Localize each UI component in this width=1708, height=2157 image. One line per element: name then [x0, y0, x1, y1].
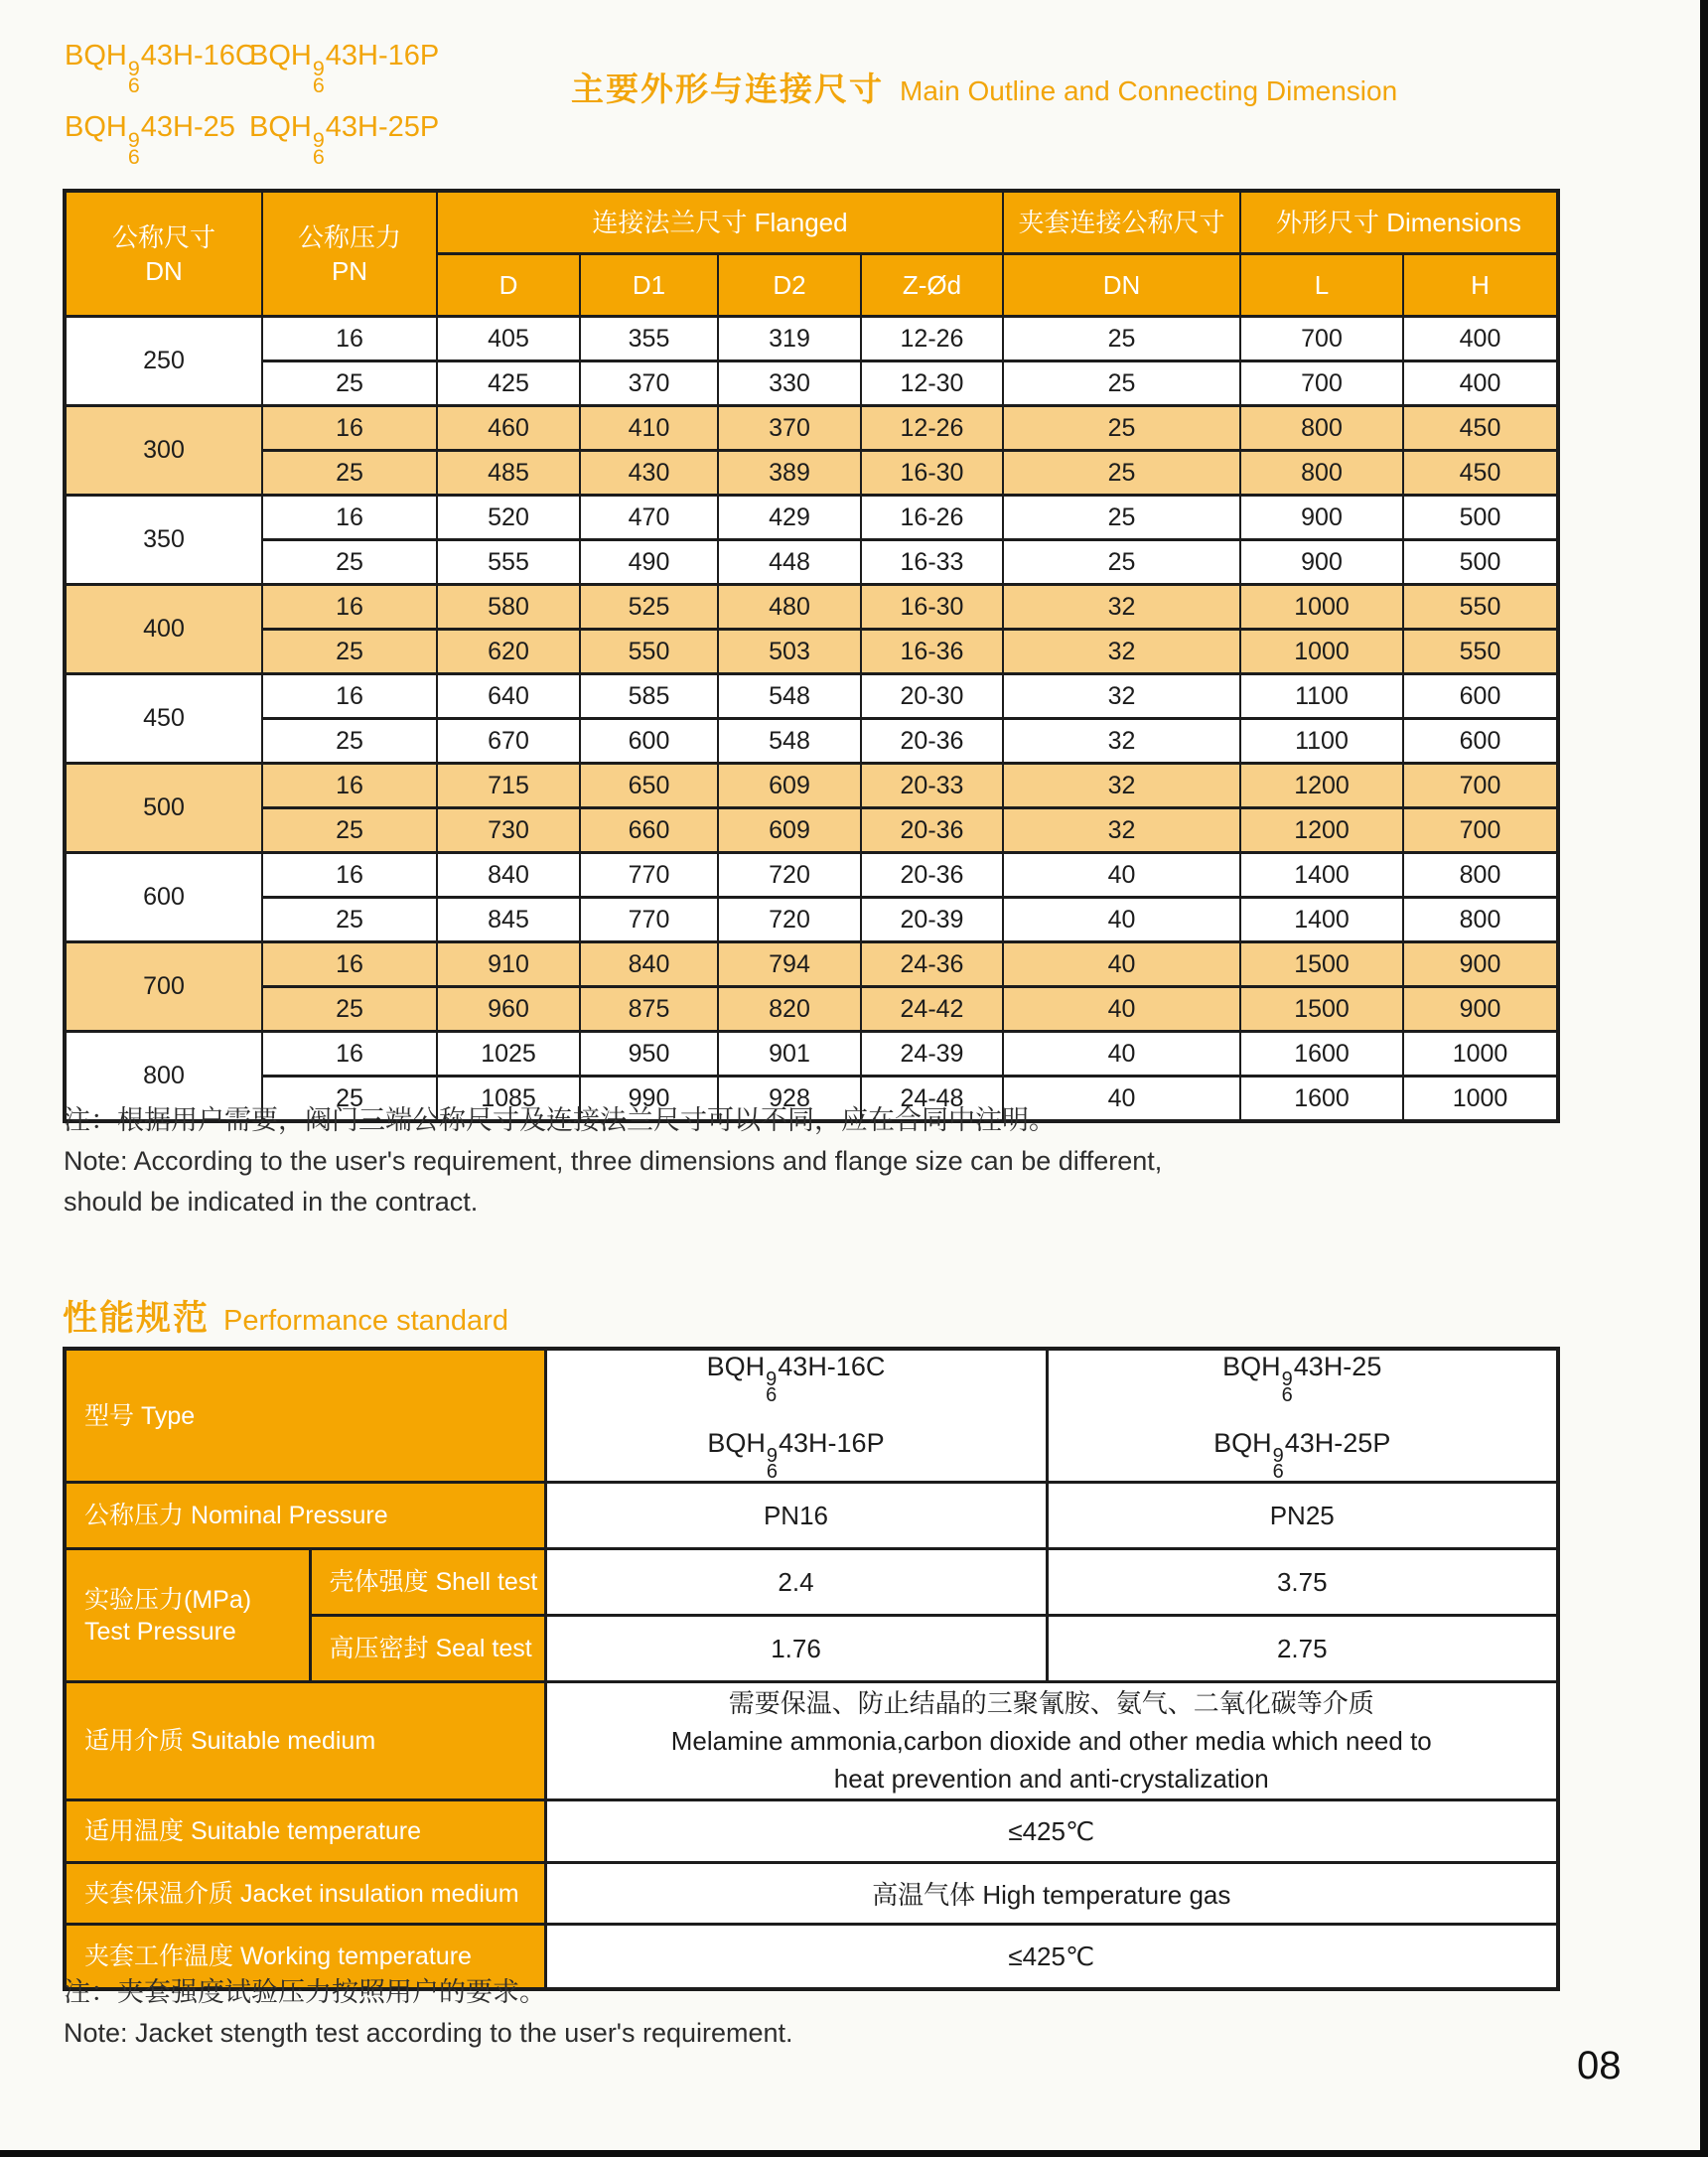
cell-l: 1100: [1240, 674, 1403, 719]
page-edge-bottom: [0, 2150, 1708, 2157]
cell-dn: 250: [65, 317, 262, 406]
model-code: [1222, 1352, 1382, 1407]
dimension-row: [65, 853, 1558, 898]
cell-zod: 20-36: [861, 808, 1003, 853]
dimension-row: [65, 406, 1558, 451]
cell-pn: 16: [262, 585, 437, 630]
cell-dn: 800: [65, 1032, 262, 1122]
cell-pn: 16: [262, 764, 437, 808]
col-header-zod: Z-Ød: [861, 254, 1003, 317]
cell-d2: 548: [718, 719, 861, 764]
cell-zod: 12-26: [861, 317, 1003, 361]
cell-d2: 370: [718, 406, 861, 451]
cell-l: 700: [1240, 317, 1403, 361]
model-codes: [65, 40, 440, 170]
model-prefix: BQH: [249, 110, 312, 143]
nominal-pressure-pn25: PN25: [1047, 1483, 1558, 1549]
section-title-performance: [63, 1291, 508, 1341]
col-header-pn-zh: 公称压力: [297, 221, 401, 252]
dimension-row: [65, 585, 1558, 630]
cell-pn: 25: [262, 451, 437, 496]
cell-zod: 20-30: [861, 674, 1003, 719]
performance-row-jacket-insulation-medium: [65, 1863, 1558, 1925]
cell-d: 485: [437, 451, 580, 496]
model-code: [1213, 1427, 1391, 1484]
cell-l: 1400: [1240, 853, 1403, 898]
suitable-temperature-value: ≤425℃: [545, 1800, 1558, 1863]
model-fraction: 9 6: [312, 127, 325, 170]
model-suffix: 43H-25P: [1284, 1427, 1391, 1458]
model-suffix: 43H-16C: [140, 40, 256, 72]
note-line-zh: 注：夹套强度试验压力按照用户的要求。: [64, 1977, 546, 2007]
cell-l: 1600: [1240, 1077, 1403, 1122]
cell-d1: 355: [580, 317, 718, 361]
row-label-suitable-temperature: 适用温度 Suitable temperature: [65, 1800, 545, 1863]
model-fraction: 9 6: [312, 56, 325, 98]
cell-h: 1000: [1403, 1032, 1558, 1077]
dimension-row: [65, 540, 1558, 585]
cell-jacket-dn: 32: [1003, 674, 1240, 719]
dimension-row: [65, 451, 1558, 496]
model-fraction: 9 6: [127, 56, 140, 98]
cell-zod: 12-30: [861, 361, 1003, 406]
seal-test-pn16: 1.76: [545, 1616, 1047, 1682]
cell-d1: 875: [580, 987, 718, 1032]
cell-jacket-dn: 32: [1003, 719, 1240, 764]
cell-d1: 490: [580, 540, 718, 585]
section-title-outline: [571, 64, 1397, 110]
cell-d1: 840: [580, 942, 718, 987]
cell-dn: 350: [65, 496, 262, 585]
cell-zod: 20-33: [861, 764, 1003, 808]
cell-pn: 16: [262, 406, 437, 451]
model-code: [707, 1427, 885, 1484]
row-label-type: 型号 Type: [65, 1349, 545, 1483]
cell-h: 500: [1403, 540, 1558, 585]
cell-h: 600: [1403, 674, 1558, 719]
cell-zod: 16-26: [861, 496, 1003, 540]
cell-dn: 450: [65, 674, 262, 764]
cell-d: 670: [437, 719, 580, 764]
cell-d: 960: [437, 987, 580, 1032]
col-header-dn-zh: 公称尺寸: [111, 221, 215, 252]
dimension-row: [65, 317, 1558, 361]
suitable-medium-en1: Melamine ammonia,carbon dioxide and other media which need to: [670, 1726, 1432, 1757]
cell-pn: 16: [262, 942, 437, 987]
cell-d: 640: [437, 674, 580, 719]
performance-row-nominal-pressure: [65, 1483, 1558, 1549]
cell-d: 730: [437, 808, 580, 853]
cell-l: 1500: [1240, 987, 1403, 1032]
shell-test-pn25: 3.75: [1047, 1549, 1558, 1616]
model-code: [249, 110, 440, 170]
cell-zod: 24-42: [861, 987, 1003, 1032]
cell-jacket-dn: 40: [1003, 898, 1240, 942]
col-header-d: D: [437, 254, 580, 317]
cell-jacket-dn: 25: [1003, 540, 1240, 585]
col-header-dn: [65, 191, 262, 317]
page-edge-right: [1700, 0, 1708, 2157]
cell-pn: 16: [262, 674, 437, 719]
cell-d2: 609: [718, 764, 861, 808]
model-suffix: 43H-16P: [325, 40, 440, 72]
cell-d1: 550: [580, 630, 718, 674]
cell-d1: 470: [580, 496, 718, 540]
shell-test-pn16: 2.4: [545, 1549, 1047, 1616]
model-prefix: BQH: [65, 40, 127, 72]
cell-pn: 25: [262, 630, 437, 674]
cell-d1: 430: [580, 451, 718, 496]
cell-jacket-dn: 25: [1003, 496, 1240, 540]
cell-d: 405: [437, 317, 580, 361]
model-suffix: 43H-16P: [779, 1427, 885, 1458]
model-suffix: 43H-16C: [778, 1352, 886, 1381]
cell-h: 450: [1403, 451, 1558, 496]
cell-l: 900: [1240, 496, 1403, 540]
cell-l: 1000: [1240, 630, 1403, 674]
cell-zod: 16-30: [861, 585, 1003, 630]
cell-d: 845: [437, 898, 580, 942]
col-header-h: H: [1403, 254, 1558, 317]
cell-h: 400: [1403, 361, 1558, 406]
cell-h: 900: [1403, 942, 1558, 987]
col-header-dimensions: 外形尺寸 Dimensions: [1240, 191, 1558, 254]
type-value-pn25: [1047, 1349, 1558, 1483]
cell-d1: 990: [580, 1077, 718, 1122]
cell-d1: 770: [580, 898, 718, 942]
cell-l: 700: [1240, 361, 1403, 406]
cell-d1: 410: [580, 406, 718, 451]
cell-zod: 24-36: [861, 942, 1003, 987]
performance-table-note: [64, 1972, 793, 2054]
cell-d: 520: [437, 496, 580, 540]
dimension-row: [65, 808, 1558, 853]
cell-jacket-dn: 25: [1003, 317, 1240, 361]
col-header-l: L: [1240, 254, 1403, 317]
model-fraction: 9 6: [127, 127, 140, 170]
cell-d: 620: [437, 630, 580, 674]
cell-d: 1025: [437, 1032, 580, 1077]
model-prefix: BQH: [1213, 1427, 1272, 1458]
cell-l: 1100: [1240, 719, 1403, 764]
performance-row-shell-test: [65, 1549, 1558, 1616]
col-header-pn: [262, 191, 437, 317]
cell-h: 550: [1403, 585, 1558, 630]
cell-d2: 448: [718, 540, 861, 585]
cell-dn: 600: [65, 853, 262, 942]
cell-l: 800: [1240, 406, 1403, 451]
dimension-row: [65, 1032, 1558, 1077]
cell-d2: 548: [718, 674, 861, 719]
cell-pn: 25: [262, 540, 437, 585]
cell-h: 900: [1403, 987, 1558, 1032]
model-prefix: BQH: [1222, 1352, 1281, 1381]
cell-zod: 20-39: [861, 898, 1003, 942]
suitable-medium-lines: [548, 1684, 1556, 1798]
model-prefix: BQH: [707, 1427, 766, 1458]
cell-d2: 389: [718, 451, 861, 496]
model-code: [706, 1352, 886, 1407]
row-label-test-pressure: [65, 1549, 310, 1682]
cell-d1: 585: [580, 674, 718, 719]
cell-jacket-dn: 40: [1003, 987, 1240, 1032]
cell-jacket-dn: 25: [1003, 361, 1240, 406]
cell-zod: 24-48: [861, 1077, 1003, 1122]
cell-pn: 25: [262, 898, 437, 942]
type-stack: [1050, 1352, 1556, 1484]
cell-d1: 660: [580, 808, 718, 853]
cell-h: 550: [1403, 630, 1558, 674]
performance-row-type: [65, 1349, 1558, 1483]
cell-jacket-dn: 32: [1003, 764, 1240, 808]
cell-jacket-dn: 40: [1003, 1077, 1240, 1122]
col-header-dn-en: DN: [145, 255, 183, 286]
cell-dn: 300: [65, 406, 262, 496]
cell-d2: 928: [718, 1077, 861, 1122]
cell-d2: 609: [718, 808, 861, 853]
dimension-row: [65, 764, 1558, 808]
cell-dn: 400: [65, 585, 262, 674]
performance-heading-en: Performance standard: [223, 1305, 508, 1337]
suitable-medium-zh: 需要保温、防止结晶的三聚氰胺、氨气、二氧化碳等介质: [728, 1688, 1374, 1719]
cell-h: 450: [1403, 406, 1558, 451]
performance-row-suitable-temperature: [65, 1800, 1558, 1863]
cell-l: 900: [1240, 540, 1403, 585]
row-label-working-temperature: 夹套工作温度 Working temperature: [65, 1925, 545, 1990]
cell-jacket-dn: 40: [1003, 853, 1240, 898]
cell-d1: 525: [580, 585, 718, 630]
dimension-row: [65, 942, 1558, 987]
model-fraction: 9 6: [766, 1367, 778, 1407]
cell-d2: 720: [718, 898, 861, 942]
test-pressure-en: Test Pressure: [84, 1617, 236, 1646]
dimension-row: [65, 898, 1558, 942]
cell-pn: 16: [262, 1032, 437, 1077]
model-code: [65, 40, 256, 98]
cell-jacket-dn: 32: [1003, 808, 1240, 853]
dimension-row: [65, 496, 1558, 540]
model-prefix: BQH: [249, 40, 312, 72]
row-label-jacket-insulation-medium: 夹套保温介质 Jacket insulation medium: [65, 1863, 545, 1925]
cell-d1: 950: [580, 1032, 718, 1077]
type-value-pn16: [545, 1349, 1047, 1483]
cell-d2: 429: [718, 496, 861, 540]
cell-d: 910: [437, 942, 580, 987]
model-suffix: 43H-25: [1293, 1352, 1382, 1381]
nominal-pressure-pn16: PN16: [545, 1483, 1047, 1549]
cell-l: 1200: [1240, 808, 1403, 853]
cell-l: 1200: [1240, 764, 1403, 808]
cell-d1: 650: [580, 764, 718, 808]
cell-zod: 20-36: [861, 853, 1003, 898]
type-stack: [548, 1352, 1045, 1484]
model-fraction: 9 6: [1272, 1444, 1284, 1484]
page-number: 08: [1577, 2044, 1622, 2087]
cell-d: 425: [437, 361, 580, 406]
dimension-table: [63, 189, 1560, 1123]
cell-d: 840: [437, 853, 580, 898]
dimension-table-header: [65, 191, 1558, 317]
cell-d2: 319: [718, 317, 861, 361]
cell-d1: 600: [580, 719, 718, 764]
dimension-row: [65, 674, 1558, 719]
cell-h: 400: [1403, 317, 1558, 361]
cell-d1: 370: [580, 361, 718, 406]
cell-d: 460: [437, 406, 580, 451]
cell-jacket-dn: 32: [1003, 585, 1240, 630]
cell-d2: 503: [718, 630, 861, 674]
dimension-row: [65, 987, 1558, 1032]
model-suffix: 43H-25P: [325, 110, 440, 143]
cell-dn: 700: [65, 942, 262, 1032]
performance-row-suitable-medium: [65, 1682, 1558, 1800]
cell-d2: 794: [718, 942, 861, 987]
cell-h: 700: [1403, 764, 1558, 808]
cell-jacket-dn: 25: [1003, 451, 1240, 496]
col-header-flanged: 连接法兰尺寸 Flanged: [437, 191, 1003, 254]
model-fraction: 9 6: [1281, 1367, 1293, 1407]
cell-pn: 25: [262, 1077, 437, 1122]
dimension-row: [65, 630, 1558, 674]
cell-h: 700: [1403, 808, 1558, 853]
cell-zod: 16-30: [861, 451, 1003, 496]
row-label-shell-test: 壳体强度 Shell test: [310, 1549, 545, 1616]
cell-pn: 25: [262, 808, 437, 853]
cell-h: 800: [1403, 853, 1558, 898]
cell-pn: 25: [262, 987, 437, 1032]
cell-h: 500: [1403, 496, 1558, 540]
dimension-table-body: [65, 317, 1558, 1122]
performance-heading-zh: 性能规范: [63, 1299, 211, 1338]
cell-l: 1000: [1240, 585, 1403, 630]
dimension-row: [65, 719, 1558, 764]
cell-d: 580: [437, 585, 580, 630]
col-header-jacket: 夹套连接公称尺寸: [1003, 191, 1240, 254]
cell-l: 1500: [1240, 942, 1403, 987]
note-line-en: Note: Jacket stength test according to the user's requirement.: [64, 2018, 793, 2048]
test-pressure-zh: 实验压力(MPa): [84, 1585, 252, 1614]
cell-d2: 720: [718, 853, 861, 898]
cell-zod: 24-39: [861, 1032, 1003, 1077]
cell-jacket-dn: 25: [1003, 406, 1240, 451]
cell-pn: 25: [262, 719, 437, 764]
cell-jacket-dn: 40: [1003, 942, 1240, 987]
cell-pn: 25: [262, 361, 437, 406]
col-header-d1: D1: [580, 254, 718, 317]
cell-jacket-dn: 40: [1003, 1032, 1240, 1077]
col-header-jacket-dn: DN: [1003, 254, 1240, 317]
cell-d2: 820: [718, 987, 861, 1032]
cell-d: 555: [437, 540, 580, 585]
section-title-zh: 主要外形与连接尺寸: [571, 71, 884, 107]
cell-zod: 12-26: [861, 406, 1003, 451]
note-line-zh: 注：根据用户需要，阀门三端公称尺寸及连接法兰尺寸可以不同，应在合同中注明。: [64, 1105, 1056, 1135]
cell-h: 800: [1403, 898, 1558, 942]
note-line-en: Note: According to the user's requirement, three dimensions and flange size can be different,: [64, 1146, 1163, 1176]
section-title-en: Main Outline and Connecting Dimension: [900, 75, 1398, 106]
working-temperature-value: ≤425℃: [545, 1925, 1558, 1990]
cell-zod: 16-33: [861, 540, 1003, 585]
seal-test-pn25: 2.75: [1047, 1616, 1558, 1682]
dimension-table-note: [64, 1100, 1162, 1222]
cell-jacket-dn: 32: [1003, 630, 1240, 674]
cell-d2: 330: [718, 361, 861, 406]
model-suffix: 43H-25: [140, 110, 235, 143]
row-label-nominal-pressure: 公称压力 Nominal Pressure: [65, 1483, 545, 1549]
note-line-en: should be indicated in the contract.: [64, 1187, 479, 1217]
cell-zod: 16-36: [861, 630, 1003, 674]
model-prefix: BQH: [706, 1352, 766, 1381]
cell-l: 1600: [1240, 1032, 1403, 1077]
cell-h: 1000: [1403, 1077, 1558, 1122]
model-prefix: BQH: [65, 110, 127, 143]
performance-table: [63, 1347, 1560, 1991]
col-header-pn-en: PN: [331, 255, 368, 286]
row-label-seal-test: 高压密封 Seal test: [310, 1616, 545, 1682]
cell-h: 600: [1403, 719, 1558, 764]
model-code: [249, 40, 440, 98]
cell-d2: 901: [718, 1032, 861, 1077]
cell-pn: 16: [262, 496, 437, 540]
cell-d: 1085: [437, 1077, 580, 1122]
col-header-d2: D2: [718, 254, 861, 317]
cell-d2: 480: [718, 585, 861, 630]
cell-pn: 16: [262, 317, 437, 361]
jacket-insulation-medium-value: 高温气体 High temperature gas: [545, 1863, 1558, 1925]
model-fraction: 9 6: [766, 1444, 779, 1484]
model-code: [65, 110, 249, 170]
suitable-medium-en2: heat prevention and anti-crystalization: [833, 1764, 1269, 1795]
row-label-suitable-medium: 适用介质 Suitable medium: [65, 1682, 545, 1800]
cell-dn: 500: [65, 764, 262, 853]
cell-d: 715: [437, 764, 580, 808]
cell-d1: 770: [580, 853, 718, 898]
cell-l: 800: [1240, 451, 1403, 496]
cell-zod: 20-36: [861, 719, 1003, 764]
dimension-row: [65, 361, 1558, 406]
cell-l: 1400: [1240, 898, 1403, 942]
cell-pn: 16: [262, 853, 437, 898]
suitable-medium-value: [545, 1682, 1558, 1800]
